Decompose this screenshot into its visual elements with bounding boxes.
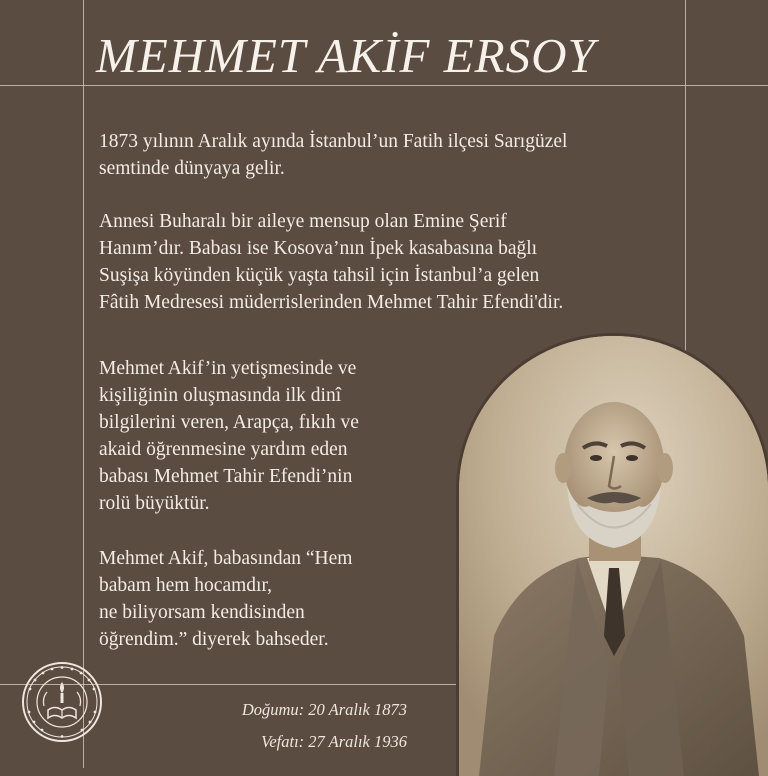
text-line: bilgilerini veren, Arapça, fıkıh ve [99, 412, 359, 433]
paragraph-family [99, 208, 679, 316]
text-line: rolü büyüktür. [99, 493, 210, 514]
text-line: 1873 yılının Aralık ayında İstanbul’un Fatih ilçesi Sarıgüzel [99, 131, 568, 152]
text-line: Mehmet Akif’in yetişmesinde ve [99, 358, 357, 379]
birth-date: Doğumu: 20 Aralık 1873 [241, 700, 407, 719]
text-line: babası Mehmet Tahir Efendi’nin [99, 466, 353, 487]
paragraph-quote [99, 545, 429, 653]
text-line: babam hem hocamdır, [99, 575, 273, 596]
frame-line-left [83, 0, 84, 768]
portrait-illustration [459, 336, 768, 776]
death-date: Vefatı: 27 Aralık 1936 [261, 732, 407, 751]
portrait-photo [459, 336, 768, 776]
text-line: Annesi Buharalı bir aileye mensup olan Emine Şerif [99, 211, 507, 232]
text-line: öğrendim.” diyerek bahseder. [99, 629, 329, 650]
text-line: semtinde dünyaya gelir. [99, 158, 285, 179]
text-line: Suşişa köyünden küçük yaşta tahsil için İstanbul’a gelen [99, 265, 540, 286]
ministry-seal-icon [20, 660, 104, 744]
text-line: Fâtih Medresesi müderrislerinden Mehmet Tahir Efendi'dir. [99, 292, 564, 313]
paragraph-upbringing [99, 355, 429, 517]
page-title: MEHMET AKİF ERSOY [96, 28, 596, 83]
paragraph-birth [99, 128, 679, 182]
text-line: akaid öğrenmesine yardım eden [99, 439, 348, 460]
text-line: Mehmet Akif, babasından “Hem [99, 548, 353, 569]
text-line: Hanım’dır. Babası ise Kosova’nın İpek kasabasına bağlı [99, 238, 538, 259]
text-line: kişiliğinin oluşmasında ilk dinî [99, 385, 342, 406]
text-line: ne biliyorsam kendisinden [99, 602, 305, 623]
